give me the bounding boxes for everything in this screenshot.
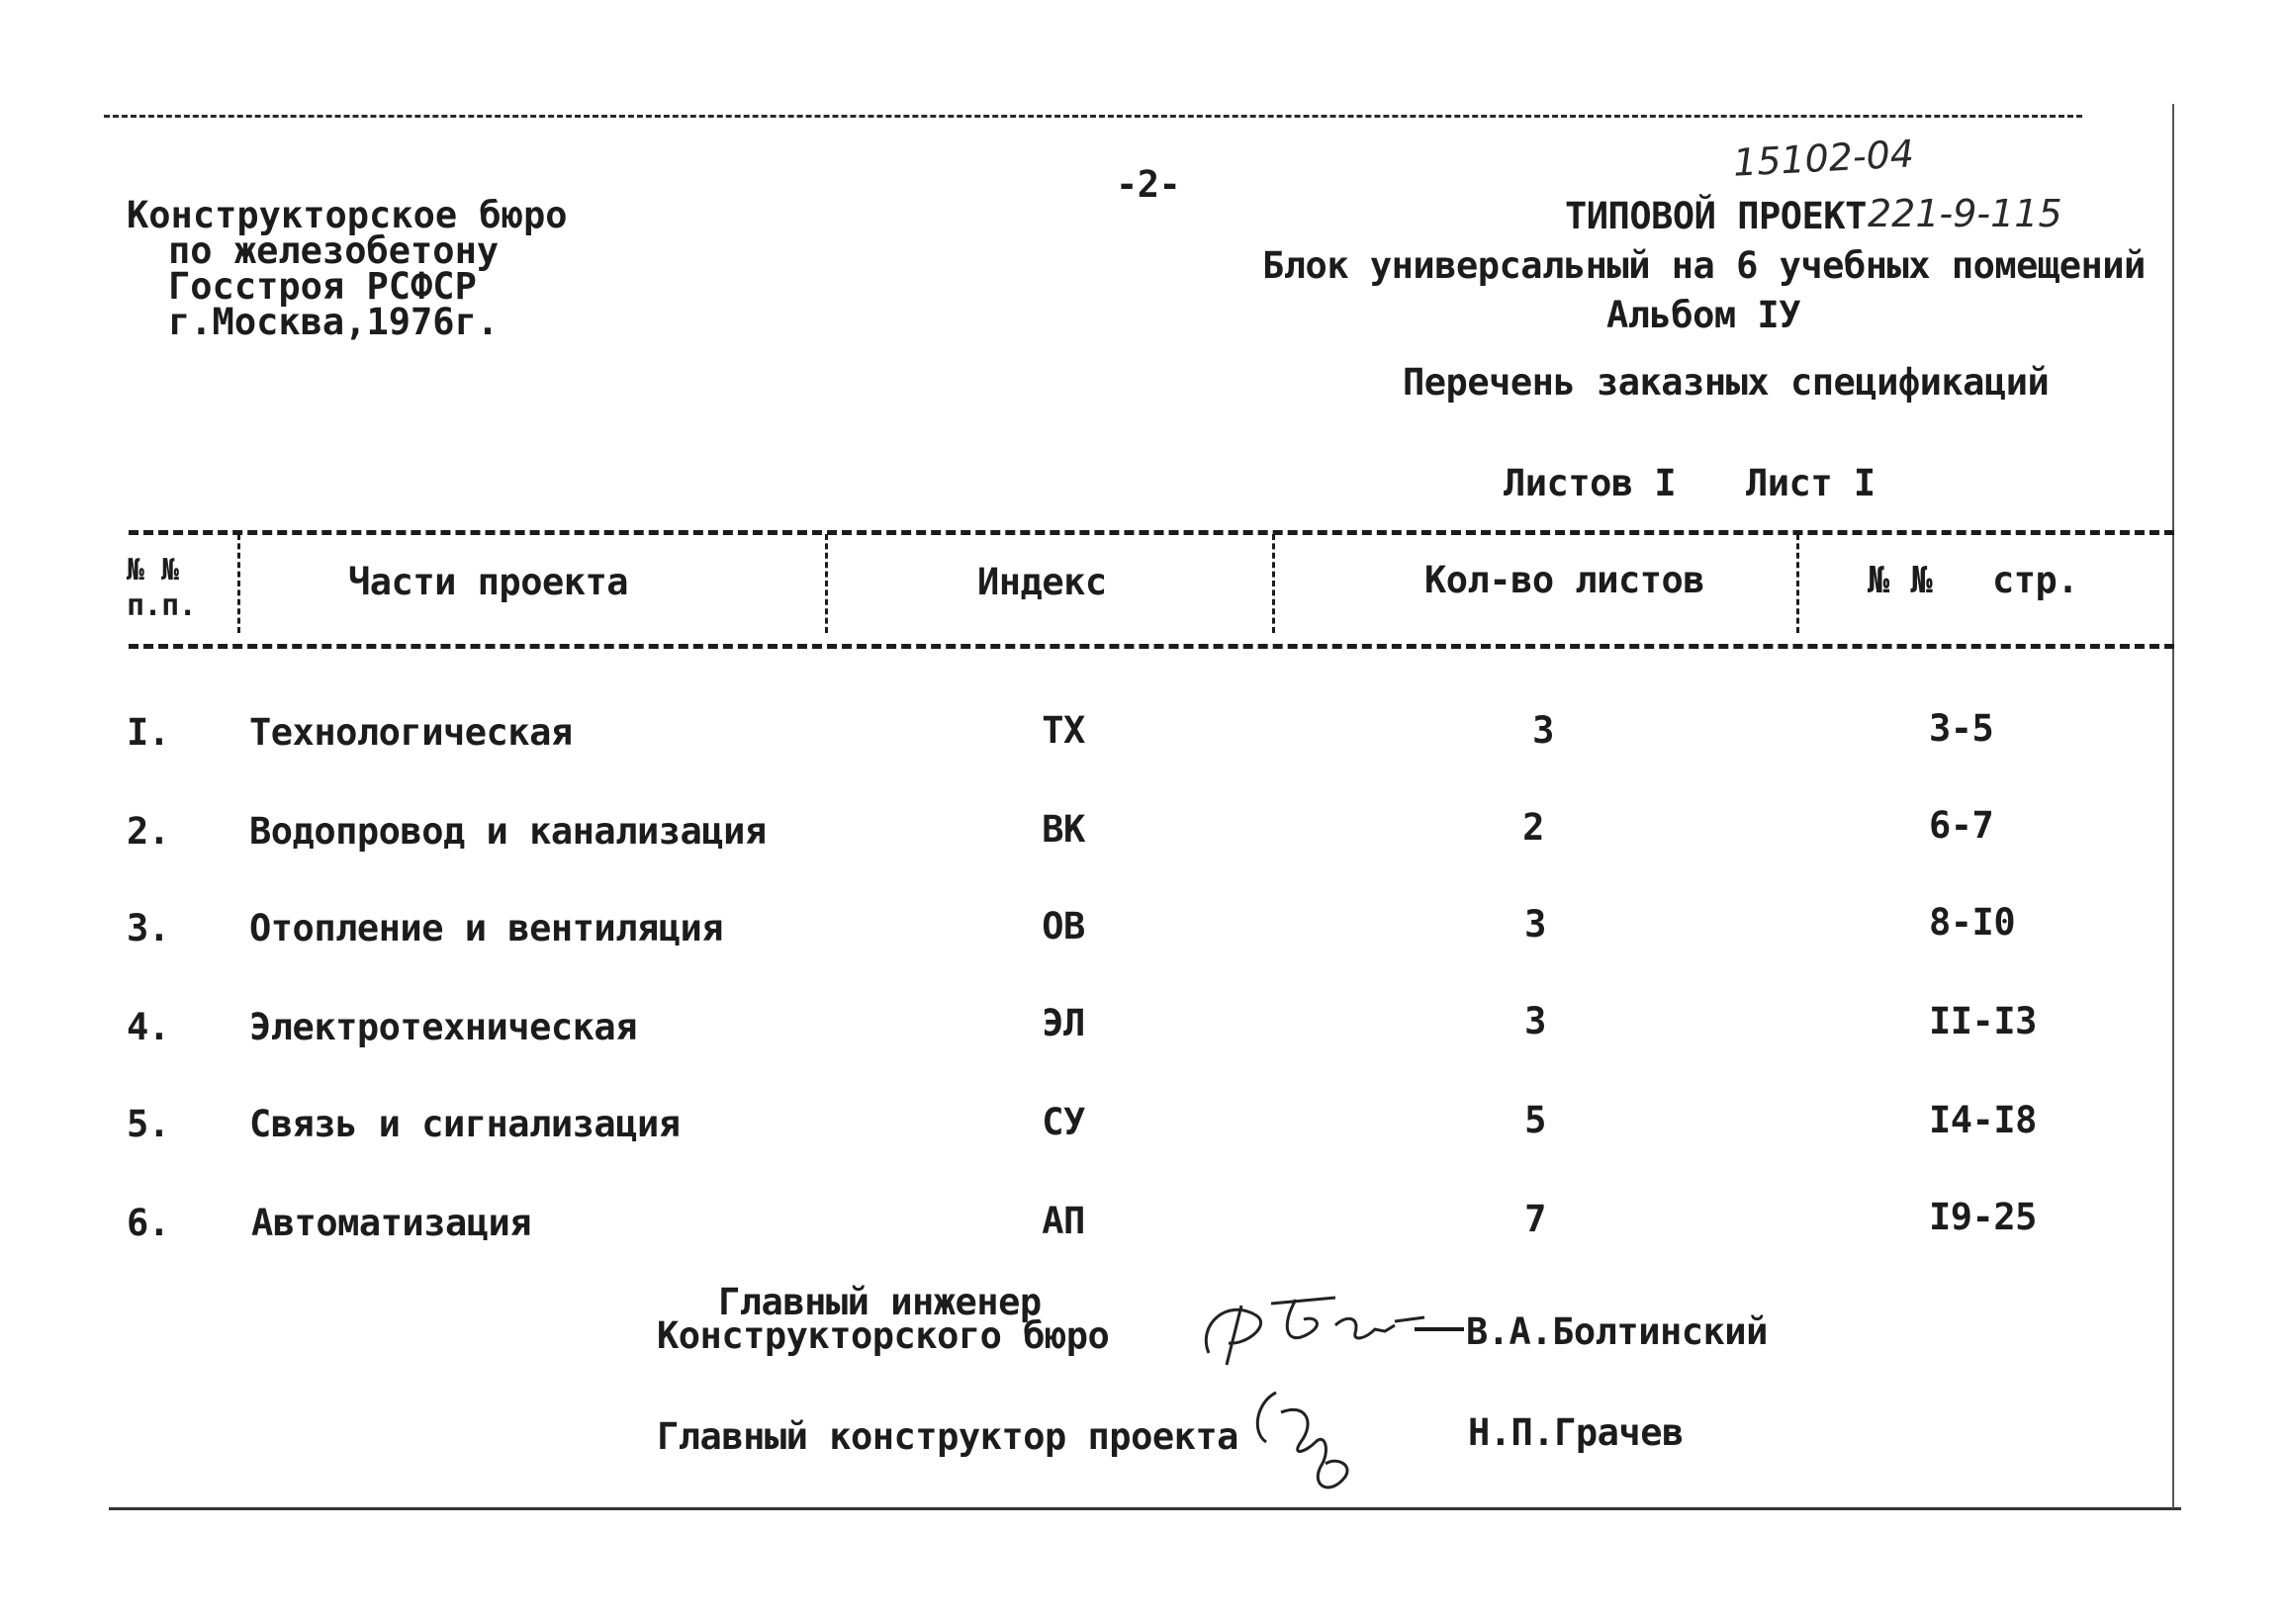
- row-index: ТХ: [1042, 709, 1085, 752]
- row-number: I.: [127, 711, 170, 754]
- row-part: Автоматизация: [251, 1202, 532, 1244]
- sheet-number: Лист I: [1746, 462, 1875, 504]
- column-separator: [825, 534, 828, 633]
- chief-designer-title: Главный конструктор проекта: [657, 1415, 1238, 1458]
- project-label: ТИПОВОЙ ПРОЕКТ: [1565, 195, 1867, 237]
- row-pages: I4-I8: [1929, 1099, 2037, 1141]
- org-line-4: г.Москва,1976г.: [168, 301, 500, 343]
- total-sheets: Листов I: [1504, 462, 1677, 504]
- row-pages: 6-7: [1929, 804, 1994, 847]
- row-sheet-count: 3: [1524, 1000, 1546, 1042]
- row-number: 4.: [127, 1006, 170, 1048]
- row-pages: 8-I0: [1929, 901, 2016, 944]
- org-line-2: по железобетону: [168, 229, 500, 272]
- project-number: 221-9-115: [1868, 192, 2062, 235]
- row-number: 6.: [127, 1202, 170, 1244]
- column-separator: [237, 534, 240, 633]
- row-part: Электротехническая: [249, 1006, 637, 1048]
- header-pages-str: стр.: [1992, 559, 2079, 601]
- table-header-top-line: [129, 530, 2174, 535]
- row-sheet-count: 7: [1524, 1198, 1546, 1240]
- header-sheet-count: Кол-во листов: [1424, 559, 1705, 601]
- top-border: [104, 115, 2082, 118]
- header-parts: Части проекта: [348, 561, 629, 603]
- table-header-bottom-line: [129, 644, 2174, 649]
- row-number: 3.: [127, 907, 170, 949]
- chief-designer-name: Н.П.Грачев: [1468, 1411, 1684, 1454]
- row-number: 2.: [127, 810, 170, 853]
- row-pages: II-I3: [1929, 1000, 2037, 1042]
- org-line-3: Госстроя РСФСР: [168, 265, 477, 308]
- row-number: 5.: [127, 1103, 170, 1145]
- chief-engineer-title-2: Конструкторского бюро: [657, 1314, 1110, 1357]
- row-part: Технологическая: [249, 711, 573, 754]
- header-pages-nn: № №: [1868, 559, 1933, 601]
- row-sheet-count: 2: [1522, 806, 1544, 849]
- row-index: ВК: [1042, 808, 1085, 851]
- page-number: -2-: [1116, 163, 1181, 206]
- row-part: Водопровод и канализация: [249, 810, 767, 853]
- right-border: [2172, 104, 2174, 1508]
- project-name: Блок универсальный на 6 учебных помещений: [1262, 244, 2146, 287]
- row-index: ОВ: [1042, 905, 1085, 947]
- column-separator: [1796, 534, 1799, 633]
- organization-block: [127, 194, 568, 343]
- bottom-border: [109, 1507, 2181, 1510]
- row-part: Связь и сигнализация: [249, 1103, 681, 1145]
- chief-engineer-name: В.А.Болтинский: [1466, 1310, 1768, 1353]
- chief-engineer-title-1: Главный инженер: [718, 1281, 1042, 1323]
- header-num-line-1: № №: [127, 553, 179, 587]
- row-index: СУ: [1042, 1101, 1085, 1143]
- column-separator: [1272, 534, 1275, 633]
- document-title: Перечень заказных спецификаций: [1403, 361, 2050, 404]
- row-sheet-count: 3: [1532, 709, 1554, 752]
- archive-number: 15102-04: [1731, 132, 1915, 185]
- row-part: Отопление и вентиляция: [249, 907, 724, 949]
- row-pages: I9-25: [1929, 1196, 2037, 1238]
- chief-designer-signature: [1246, 1373, 1365, 1501]
- row-pages: 3-5: [1929, 707, 1994, 750]
- header-index: Индекс: [977, 561, 1107, 603]
- signature-dash: [1415, 1327, 1464, 1331]
- row-sheet-count: 5: [1524, 1099, 1546, 1141]
- header-num-line-2: п.п.: [127, 588, 197, 623]
- row-index: АП: [1042, 1200, 1085, 1242]
- album: Альбом IУ: [1606, 294, 1800, 336]
- row-index: ЭЛ: [1042, 1002, 1085, 1044]
- org-line-1: Конструкторское бюро: [127, 194, 568, 236]
- row-sheet-count: 3: [1524, 903, 1546, 946]
